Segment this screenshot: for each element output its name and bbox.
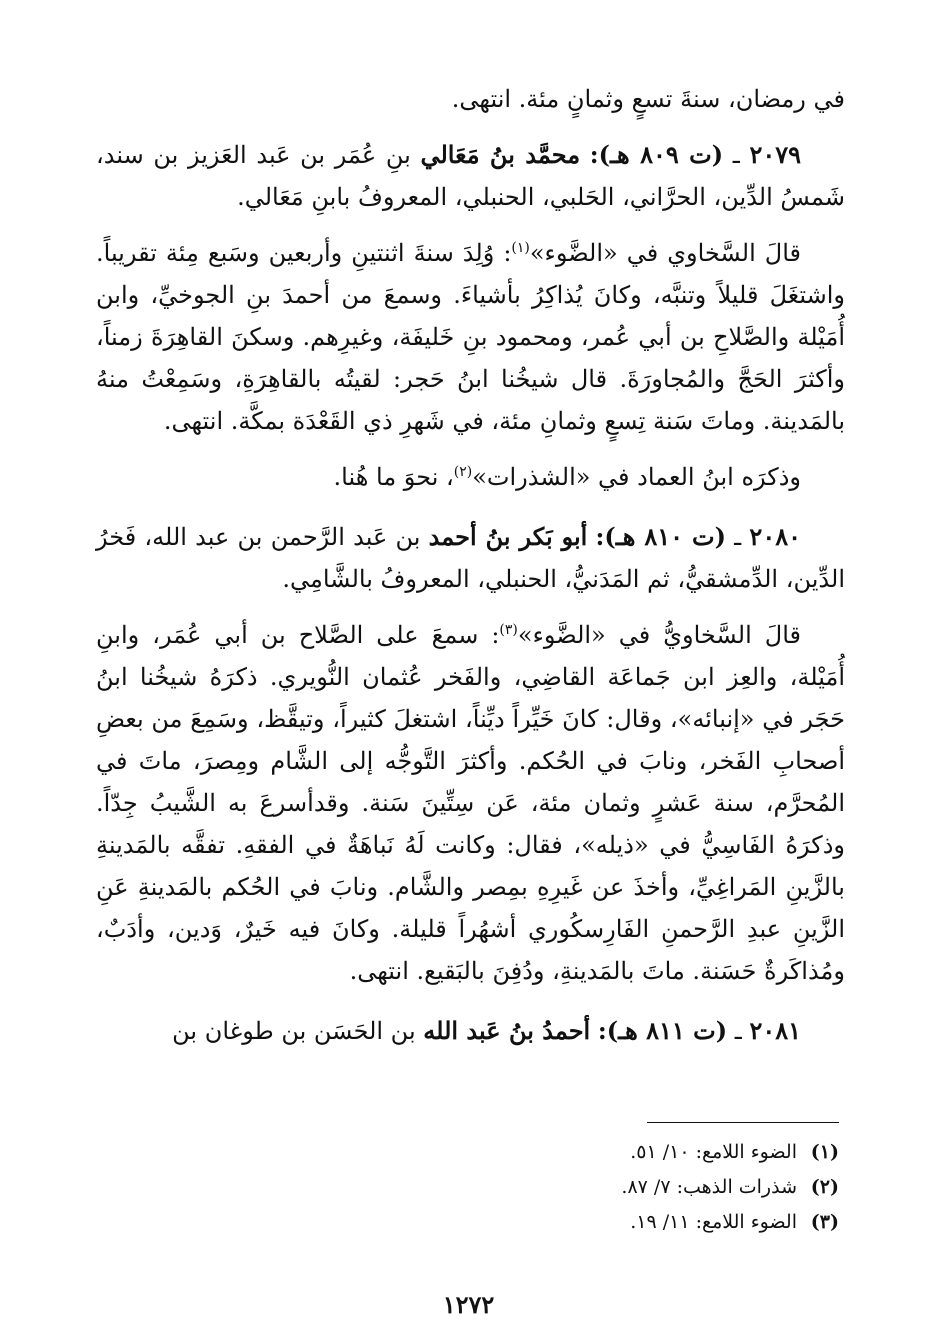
entry-paragraph [96,456,845,498]
entry-name: أحمدُ بنُ عَبد الله [423,1016,591,1045]
footnotes-list [99,1135,839,1240]
paragraph-text: ، نحوَ ما هُنا. [333,463,454,491]
footnote-text: الضوء اللامع: ١١/ ١٩. [630,1211,797,1233]
entry-paragraph [96,232,845,442]
entry-date: (ت ٨٠٩ هـ): [589,140,724,169]
footnote-item [99,1205,839,1240]
entry-lineage: بنِ عُمَر بن عَبد العَزيز بن سند، شَمسُ الدِّين، الحرَّاني، الحَلبي، الحنبلي، المعروفُ بابنِ مَعَالي. [96,141,845,211]
paragraph-text: وذكرَه ابنُ العماد في «الشذرات» [472,463,801,491]
footnote-ref: (٢) [453,464,473,480]
entry-lineage: بن الحَسَن بن طوغان بن [172,1017,416,1045]
continuation-paragraph [96,78,845,120]
entry-dash: ـ [732,141,740,169]
entry-name: محمَّد بنُ مَعَالي [420,140,581,169]
entry-heading-2080 [96,516,845,600]
footnote-text: الضوء اللامع: ١٠/ ٥١. [630,1141,797,1163]
footnote-divider [647,1122,839,1123]
footnote-item [99,1135,839,1170]
paragraph-text: قالَ السَّخاويُّ في «الضَّوء» [517,621,802,649]
footnote-ref: (١) [511,240,530,256]
footnote-ref: (٣) [499,622,518,638]
footnote-text: شذرات الذهب: ٧/ ٨٧. [621,1176,797,1198]
entry-heading-2079 [96,134,845,218]
paragraph-text: قالَ السَّخاوي في «الضَّوء» [529,239,801,267]
paragraph-text: : سمعَ على الصَّلاح بن أبي عُمَر، وابنِ أُمَيْلة، والعِز ابن جَماعَة القاضِي، والفَخر عُثمان النُّويري. ذكرَهُ شيخُنا ابنُ حَجَر في «إنبائه»، وقال: كانَ خَيِّراً ديِّناً، اشتغلَ كثيراً، وتيقَّظ، وسَمِعَ من بعضِ أصحابِ الفَخر، ونابَ في الحُكم. وأكثرَ التَّوجُّه إلى الشَّام ومِصرَ، ماتَ في المُحرَّم، سنة عَشرٍ وثمان مئة، عَن سِتِّينَ سَنة. وقدأسرعَ به الشَّيبُ جِدّاً. وذكرَهُ الفَاسِيُّ في «ذيله»، فقال: وكانت لَهُ نَباهَةٌ في الفقهِ. تفقَّه بالمَدينةِ بالزَّينِ المَراغِيِّ، وأخذَ عن غَيرِهِ بمِصر والشَّام. ونابَ في الحُكم بالمَدينةِ عَنِ الزَّينِ عبدِ الرَّحمنِ الفَارِسكُوري أشهُراً قليلة. وكانَ فيه خَيرٌ، وَدين، وأدَبٌ، ومُذاكَرةٌ حَسَنة. ماتَ بالمَدينةِ، ودُفِنَ بالبَقيع. انتهى. [96,621,845,985]
footnote-number: (١) [810,1141,839,1163]
page-number: ١٢٧٢ [442,1290,495,1319]
footnote-item [99,1170,839,1205]
entry-number: ٢٠٨١ [749,1016,801,1045]
entry-name: أبو بَكر بنُ أحمد [428,522,588,551]
entry-dash: ـ [734,523,742,551]
entry-lineage: بن عَبد الرَّحمن بن عبد الله، فَخرُ الدِّين، الدِّمشقيُّ، ثم المَدَنيُّ، الحنبلي، المعروفُ بالشَّامِي. [96,523,845,593]
entry-heading-2081 [96,1010,845,1052]
paragraph-text: : وُلِدَ سنةَ اثنتينِ وأربعين وسَبع مِئة تقريباً. واشتغَلَ قليلاً وتنبَّه، وكانَ يُذاكِرُ بأشياءَ. وسمعَ من أحمدَ بنِ الجوخيِّ، وابن أُمَيْلة والصَّلاحِ بن أبي عُمر، ومحمود بنِ خَليفَة، وغيرِهم. وسكنَ القاهِرَةَ زمناً، وأكثرَ الحَجَّ والمُجاورَةَ. قال شيخُنا ابنُ حَجر: لقيتُه بالقاهِرَةِ، وسَمِعْتُ منهُ بالمَدينة. وماتَ سَنة تِسعٍ وثمانِ مئة، في شَهرِ ذي القَعْدَة بمكَّة. انتهى. [96,239,845,435]
entry-number: ٢٠٨٠ [749,522,801,551]
continuation-text: في رمضان، سنةَ تسعٍ وثمانٍ مئة. انتهى. [451,85,845,113]
entry-date: (ت ٨١٠ هـ): [595,522,726,551]
entry-date: (ت ٨١١ هـ): [597,1016,728,1045]
entry-paragraph [96,614,845,992]
footnote-number: (٢) [810,1176,839,1198]
entry-number: ٢٠٧٩ [749,140,802,169]
entry-dash: ـ [734,1017,742,1045]
footnote-number: (٣) [810,1211,839,1233]
